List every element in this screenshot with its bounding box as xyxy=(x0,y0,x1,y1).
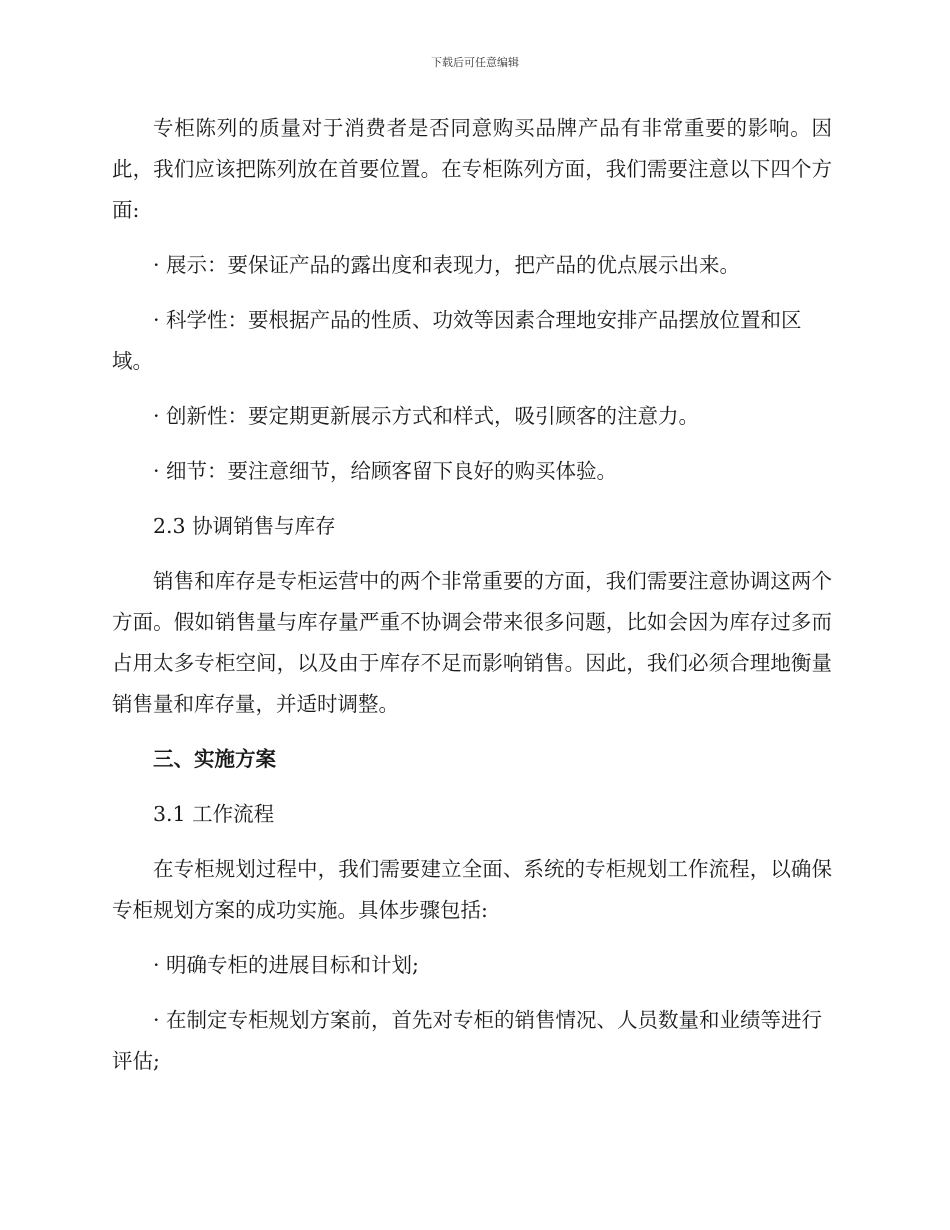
workflow-paragraph: 在专柜规划过程中，我们需要建立全面、系统的专柜规划工作流程，以确保专柜规划方案的成功实施。具体步骤包括: xyxy=(112,857,832,922)
list-item: · 细节：要注意细节，给顾客留下良好的购买体验。 xyxy=(153,459,618,483)
list-item: · 科学性：要根据产品的性质、功效等因素合理地安排产品摆放位置和区域。 xyxy=(112,308,802,373)
subsection-heading-2-3: 2.3 协调销售与库存 xyxy=(153,514,336,538)
list-item: · 创新性：要定期更新展示方式和样式，吸引顾客的注意力。 xyxy=(153,404,700,428)
list-item: · 明确专柜的进展目标和计划; xyxy=(153,953,419,977)
intro-paragraph: 专柜陈列的质量对于消费者是否同意购买品牌产品有非常重要的影响。因此，我们应该把陈列放在首要位置。在专柜陈列方面，我们需要注意以下四个方面: xyxy=(112,116,832,222)
list-item: · 展示：要保证产品的露出度和表现力，把产品的优点展示出来。 xyxy=(153,253,741,277)
list-item: · 在制定专柜规划方案前，首先对专柜的销售情况、人员数量和业绩等进行评估; xyxy=(112,1008,823,1073)
document-body xyxy=(112,108,832,1096)
section-heading-3: 三、实施方案 xyxy=(153,747,276,771)
header-note: 下载后可任意编辑 xyxy=(431,56,519,69)
sales-inventory-paragraph: 销售和库存是专柜运营中的两个非常重要的方面，我们需要注意协调这两个方面。假如销售量与库存量严重不协调会带来很多问题，比如会因为库存过多而占用太多专柜空间，以及由于库存不足而影响销售。因此，我们必须合理地衡量销售量和库存量，并适时调整。 xyxy=(112,569,832,716)
subsection-heading-3-1: 3.1 工作流程 xyxy=(153,802,275,826)
